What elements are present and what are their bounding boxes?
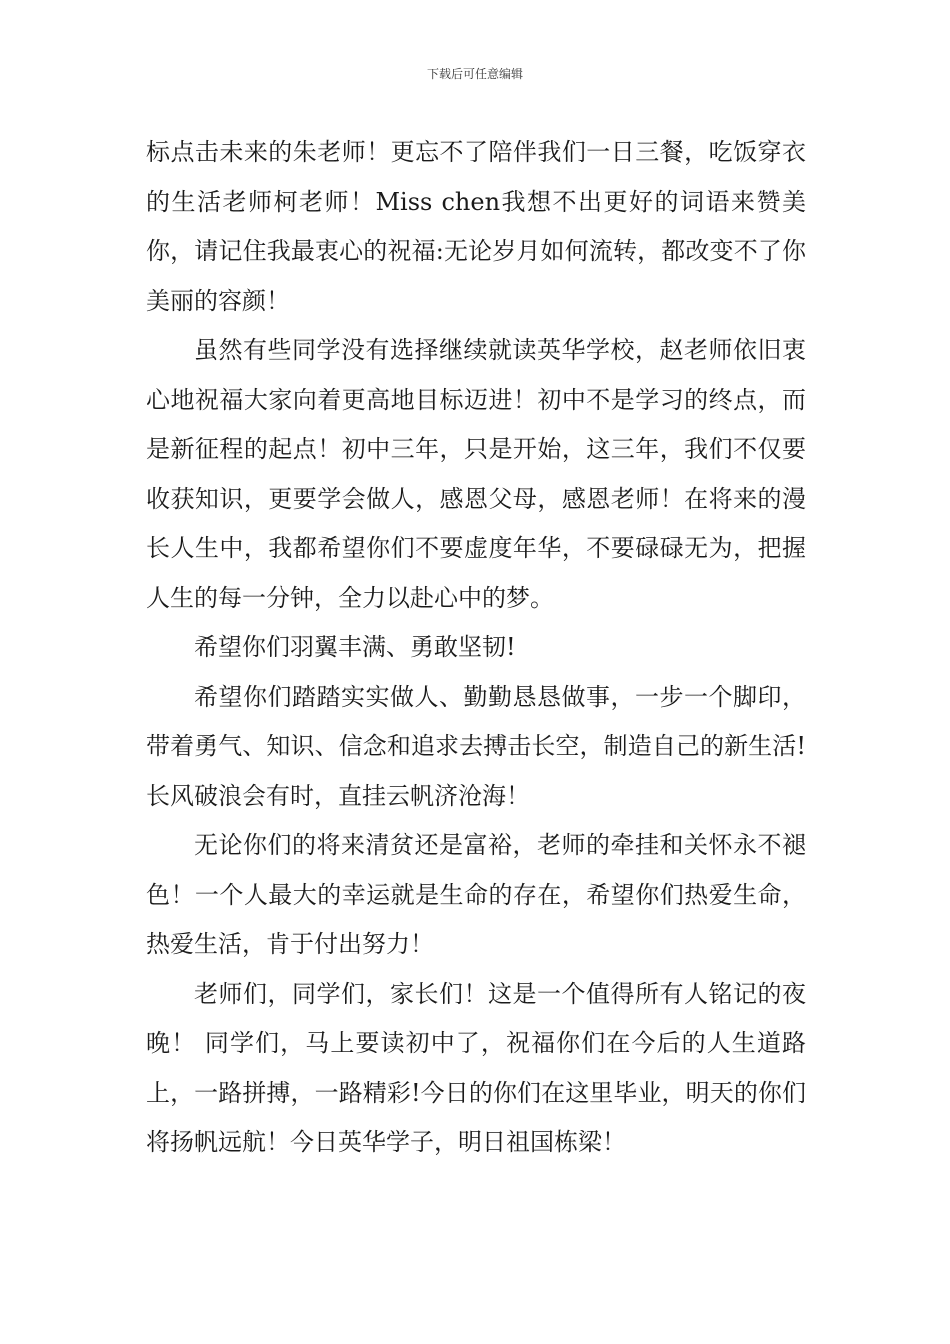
paragraph-2: 虽然有些同学没有选择继续就读英华学校，赵老师依旧衷心地祝福大家向着更高地目标迈进！初中不是学习的终点，而是新征程的起点！初中三年，只是开始，这三年，我们不仅要收获知识，更要学会做人，感恩父母，感恩老师！在将来的漫长人生中，我都希望你们不要虚度年华，不要碌碌无为，把握人生的每一分钟，全力以赴心中的梦。 [146,336,806,612]
paragraph-6: 老师们，同学们，家长们！这是一个值得所有人铭记的夜晚！ 同学们，马上要读初中了，祝福你们在今后的人生道路上，一路拼搏，一路精彩!今日的你们在这里毕业，明天的你们将扬帆远航！今日英华学子，明日祖国栋梁！ [146,979,806,1156]
paragraph-4: 希望你们踏踏实实做人、勤勤恳恳做事，一步一个脚印，带着勇气、知识、信念和追求去搏击长空，制造自己的新生活!长风破浪会有时，直挂云帆济沧海！ [146,682,806,810]
paragraph-5: 无论你们的将来清贫还是富裕，老师的牵挂和关怀永不褪色！一个人最大的幸运就是生命的存在，希望你们热爱生命，热爱生活，肯于付出努力！ [146,831,806,958]
paragraph-1: 标点击未来的朱老师！更忘不了陪伴我们一日三餐，吃饭穿衣的生活老师柯老师！Miss chen我想不出更好的词语来赞美你，请记住我最衷心的祝福:无论岁月如何流转，都改变不了你美丽的容颜！ [146,138,806,315]
paragraph-3: 希望你们羽翼丰满、勇敢坚韧! [194,633,516,661]
document-body [146,128,806,1168]
page-header: 下载后可任意编辑 [426,67,523,81]
